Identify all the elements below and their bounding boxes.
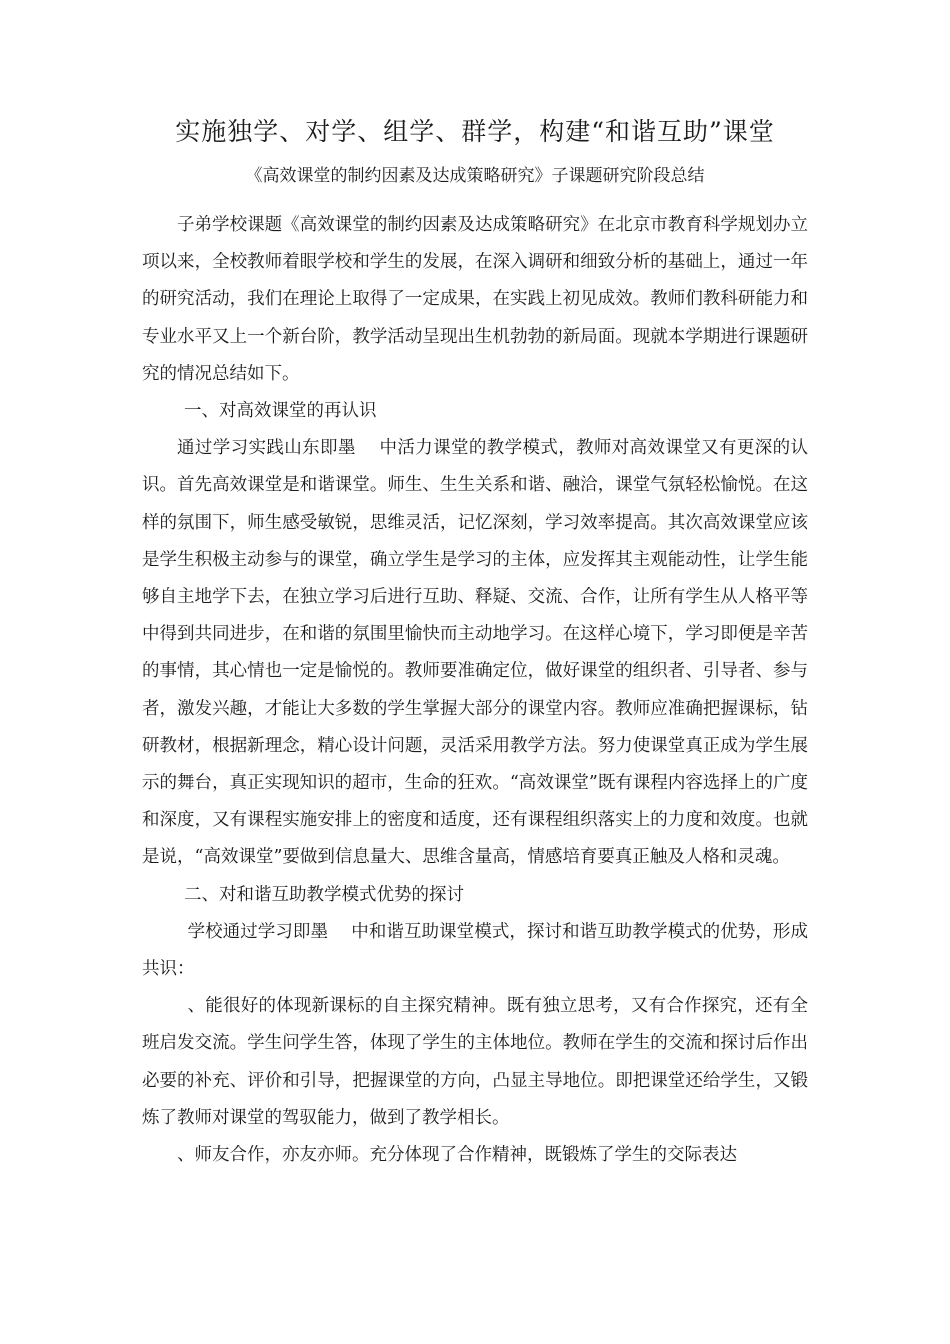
document-body: [142, 207, 808, 1174]
list-item-1: 、能很好的体现新课标的自主探究精神。既有独立思考，又有合作探究，还有全班启发交流。学生问学生答，体现了学生的主体地位。教师在学生的交流和探讨后作出必要的补充、评价和引导，把握课堂的方向，凸显主导地位。即把课堂还给学生，又锻炼了教师对课堂的驾驭能力，做到了教学相长。: [142, 996, 808, 1128]
section-heading-1: 一、对高效课堂的再认识: [184, 401, 377, 422]
section-heading-2: 二、对和谐互助教学模式优势的探讨: [184, 884, 464, 905]
list-item-2: 、师友合作，亦友亦师。充分体现了合作精神，既锻炼了学生的交际表达: [177, 1145, 737, 1166]
document-subtitle: 《高效课堂的制约因素及达成策略研究》子课题研究阶段总结: [245, 166, 705, 186]
document-title: 实施独学、对学、组学、群学，构建“和谐互助”课堂: [175, 117, 775, 146]
paragraph-section-2-intro: 学校通过学习即墨 中和谐互助课堂模式，探讨和谐互助教学模式的优势，形成共识：: [142, 921, 808, 980]
paragraph-section-1: 通过学习实践山东即墨 中活力课堂的教学模式，教师对高效课堂又有更深的认识。首先高效课堂是和谐课堂。师生、生生关系和谐、融洽，课堂气氛轻松愉悦。在这样的氛围下，师生感受敏锐，思维灵活，记忆深刻，学习效率提高。其次高效课堂应该是学生积极主动参与的课堂，确立学生是学习的主体，应发挥其主观能动性，让学生能够自主地学下去，在独立学习后进行互助、释疑、交流、合作，让所有学生从人格平等中得到共同进步，在和谐的氛围里愉快而主动地学习。在这样心境下，学习即便是辛苦的事情，其心情也一定是愉悦的。教师要准确定位，做好课堂的组织者、引导者、参与者，激发兴趣，才能让大多数的学生掌握大部分的课堂内容。教师应准确把握课标，钻研教材，根据新理念，精心设计问题，灵活采用教学方法。努力使课堂真正成为学生展示的舞台，真正实现知识的超市，生命的狂欢。“高效课堂”既有课程内容选择上的广度和深度，又有课程实施安排上的密度和适度，还有课程组织落实上的力度和效度。也就是说，“高效课堂”要做到信息量大、思维含量高，情感培育要真正触及人格和灵魂。: [142, 438, 808, 868]
paragraph-intro: 子弟学校课题《高效课堂的制约因素及达成策略研究》在北京市教育科学规划办立项以来，全校教师着眼学校和学生的发展，在深入调研和细致分析的基础上，通过一年的研究活动，我们在理论上取得了一定成果，在实践上初见成效。教师们教科研能力和专业水平又上一个新台阶，教学活动呈现出生机勃勃的新局面。现就本学期进行课题研究的情况总结如下。: [142, 215, 808, 384]
